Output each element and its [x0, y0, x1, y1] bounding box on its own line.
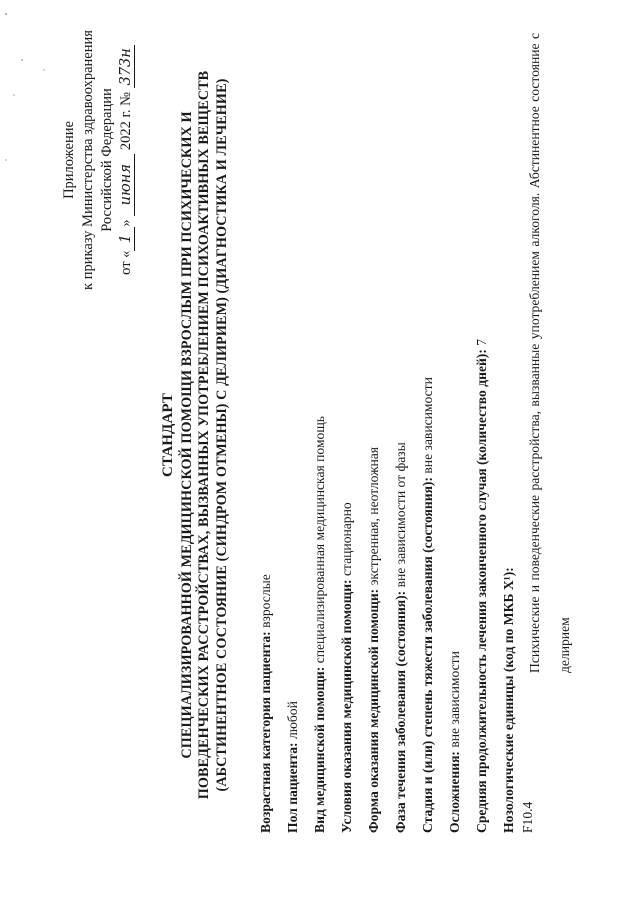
field-value: вне зависимости — [447, 651, 462, 752]
approval-heading: Приложение — [61, 121, 77, 199]
title-line-2: ПОВЕДЕНЧЕСКИХ РАССТРОЙСТВАХ, ВЫЗВАННЫХ УПОТРЕБЛЕНИЕМ ПСИХОАКТИВНЫХ ВЕЩЕСТВ — [196, 70, 212, 800]
field-label: Осложнения: — [447, 751, 462, 833]
field-label: Пол пациента: — [285, 742, 300, 833]
standard-title — [160, 35, 231, 835]
field-care-type — [306, 33, 333, 833]
close-quote: » — [118, 219, 134, 227]
field-disease-phase — [387, 33, 414, 833]
field-label: Фаза течения заболевания (состояния): — [393, 590, 408, 833]
approval-order-date — [117, 30, 136, 290]
icd-code: F10.4 — [520, 801, 535, 833]
field-value: стационарно — [339, 502, 354, 580]
approval-block — [60, 30, 136, 290]
from-label: от « — [118, 250, 134, 275]
title-line-1: СПЕЦИАЛИЗИРОВАННОЙ МЕДИЦИНСКОЙ ПОМОЩИ ВЗРОСЛЫМ ПРИ ПСИХИЧЕСКИХ И — [178, 111, 195, 759]
field-complications — [441, 33, 468, 833]
field-label: Средняя продолжительность лечения законченного случая (количество дней): — [474, 349, 489, 833]
approval-order-line2: Российской Федерации — [99, 88, 115, 232]
year-label: 2022 г. № — [118, 92, 134, 151]
field-care-form — [360, 33, 387, 833]
field-label: Стадия и (или) степень тяжести заболевания (состояния): — [420, 477, 435, 833]
handwritten-day: 1 — [118, 227, 135, 251]
field-label: Нозологические единицы (код по МКБ X¹): — [501, 567, 516, 833]
standard-fields — [252, 33, 522, 833]
field-value: вне зависимости от фазы — [393, 442, 408, 591]
field-value: любой — [285, 701, 300, 743]
field-value: специализированная медицинская помощь — [312, 415, 327, 667]
approval-order-line1: к приказу Министерства здравоохранения — [80, 30, 96, 290]
field-label: Вид медицинской помощи: — [312, 666, 327, 833]
field-age-category — [252, 33, 279, 833]
field-value: 7 — [474, 338, 489, 350]
field-disease-stage — [414, 33, 441, 833]
icd-description: Психические и поведенческие расстройства, вызванные употреблением алкоголя. Абстинентное состояние с делирием — [527, 33, 572, 673]
title-line-3: (АБСТИНЕНТНОЕ СОСТОЯНИЕ (СИНДРОМ ОТМЕНЫ) С ДЕЛИРИЕМ) (ДИАГНОСТИКА И ЛЕЧЕНИЕ) — [213, 78, 230, 792]
field-value: взрослые — [258, 574, 273, 632]
title-main: СТАНДАРТ — [160, 393, 176, 477]
field-value: экстренная, неотложная — [366, 446, 381, 589]
field-sex — [279, 33, 306, 833]
field-label: Возрастная категория пациента: — [258, 631, 273, 833]
field-value: вне зависимости — [420, 377, 435, 478]
field-nosology-header — [495, 33, 522, 833]
field-treatment-duration — [468, 33, 495, 833]
handwritten-month: июня — [118, 154, 135, 216]
field-care-conditions — [333, 33, 360, 833]
field-label: Условия оказания медицинской помощи: — [339, 579, 354, 833]
field-label: Форма оказания медицинской помощи: — [366, 588, 381, 833]
handwritten-order-number: 373н — [118, 45, 135, 88]
